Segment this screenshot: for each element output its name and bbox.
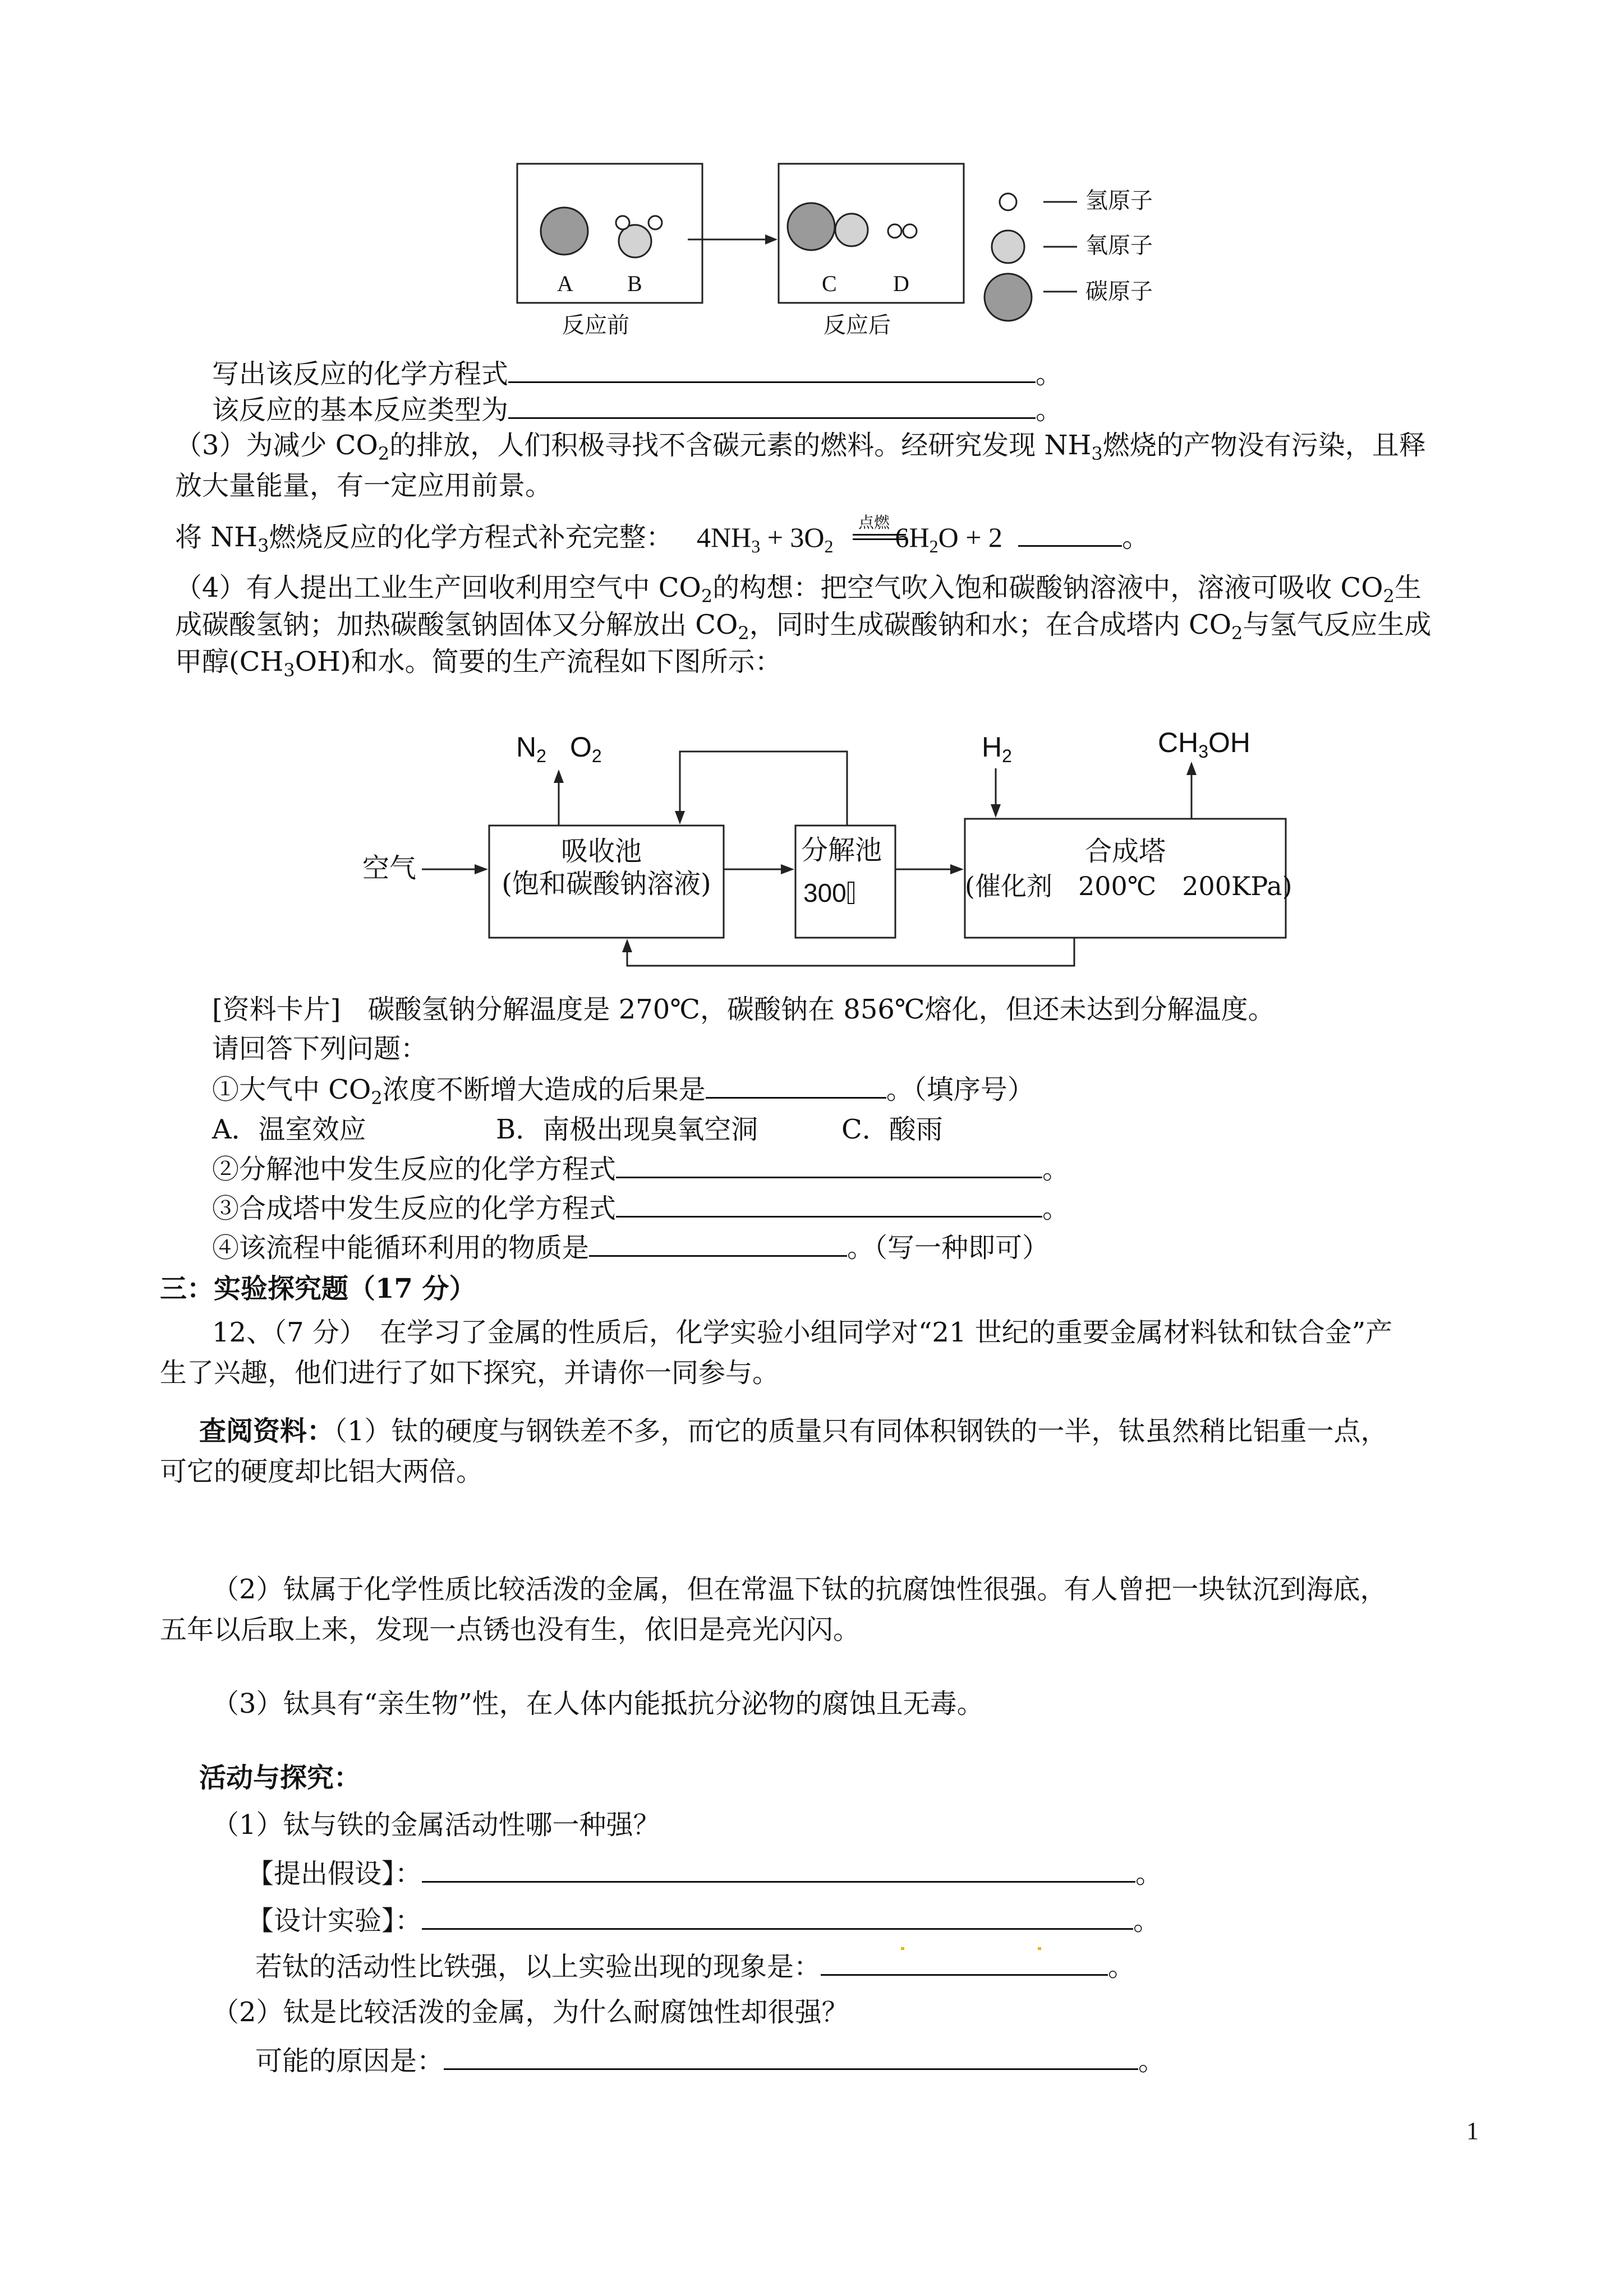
subscript: 3 (1198, 741, 1209, 762)
equals-line-bottom (853, 538, 906, 540)
absorber-subtitle: (饱和碳酸钠溶液) (502, 868, 711, 900)
q3-text: 的排放，人们积极寻找不含碳元素的燃料。经研究发现 NH (389, 430, 1092, 461)
reason-line (255, 2044, 1165, 2078)
molecule-d-hydrogen-1 (888, 224, 901, 238)
decomposer-temp (803, 876, 854, 910)
reason-end: 。 (1138, 2045, 1166, 2077)
design-label: 【设计实验】： (247, 1905, 422, 1937)
nh3-product-blank[interactable] (1018, 520, 1122, 547)
hypothesis-line (247, 1856, 1162, 1891)
q4-text: 甲醇(CH (175, 646, 284, 677)
label-b: B (627, 271, 642, 296)
h2-label (982, 730, 1012, 764)
reference-label: 查阅资料： (199, 1416, 334, 1447)
q4-text: ，同时生成碳酸钠和水；在合成塔内 CO (749, 609, 1232, 640)
reaction-arrow-head (765, 234, 778, 245)
n2-text: N (516, 731, 537, 763)
absorber-title: 吸收池 (561, 836, 642, 867)
air-label: 空气 (362, 852, 417, 884)
design-blank[interactable] (422, 1903, 1133, 1930)
decomposer-tower-arrow-head (950, 864, 964, 874)
q3-text: 燃烧的产物没有污染，且释 (1102, 430, 1426, 461)
decomposer-temp-value: 300 (803, 878, 846, 907)
ch3oh-text: CH (1158, 727, 1199, 758)
q4-line-2 (175, 608, 1431, 642)
activity-question-1: （1）钛与铁的金属活动性哪一种强？ (212, 1809, 660, 1841)
subscript: 2 (1383, 585, 1395, 607)
q3-text: （3）为减少 CO (175, 430, 378, 461)
activity-question-2: （2）钛是比较活泼的金属，为什么耐腐蚀性却很强？ (212, 1997, 849, 2028)
label-a: A (557, 271, 573, 296)
activity-heading: 活动与探究： (199, 1762, 361, 1794)
phenomenon-blank[interactable] (821, 1949, 1108, 1976)
reference-1-line-2: 可它的硬度却比铝大两倍。 (160, 1456, 484, 1487)
data-card: [资料卡片] 碳酸氢钠分解温度是 270℃，碳酸钠在 856℃熔化，但还未达到分解温度。 (212, 994, 1275, 1025)
q3-text: 将 NH (175, 522, 258, 553)
equals-line-top (853, 534, 906, 536)
co2-recycle-top-line (680, 751, 847, 826)
legend-hydrogen-label: 氢原子 (1085, 188, 1153, 214)
q4-text: ④该流程中能循环利用的物质是 (212, 1232, 590, 1264)
subscript: 2 (1231, 623, 1243, 644)
ch3oh-output-arrow-head (1186, 762, 1197, 775)
subscript: 2 (536, 746, 546, 766)
option-c: C．酸雨 (841, 1114, 943, 1145)
ch3oh-label (1158, 726, 1251, 762)
phenomenon-label: 若钛的活动性比铁强，以上实验出现的现象是： (255, 1951, 821, 1983)
phenomenon-line (255, 1949, 1135, 1984)
q3-end: 。 (1121, 522, 1150, 553)
molecule-d-hydrogen-2 (903, 224, 917, 238)
absorber-decomposer-arrow-head (781, 864, 794, 874)
q12-line-1: 12、（7 分） 在学习了金属的性质后，化学实验小组同学对“21 世纪的重要金属材料钛和钛合金”产 (212, 1317, 1393, 1348)
q3-answer-blank[interactable] (616, 1191, 1042, 1218)
tower-subtitle: (催化剂 200℃ 200KPa) (965, 871, 1292, 901)
questions-intro: 请回答下列问题： (212, 1033, 428, 1064)
h2-text: H (982, 731, 1002, 763)
legend-carbon-label: 碳原子 (1085, 279, 1153, 305)
option-a: A．温室效应 (212, 1114, 366, 1145)
subscript: 2 (701, 585, 713, 607)
hypothesis-end: 。 (1135, 1858, 1163, 1889)
reason-label: 可能的原因是： (255, 2045, 444, 2077)
reference-text: （1）钛的硬度与钢铁差不多，而它的质量只有同体积钢铁的一半，钛虽然稍比铝重一点， (334, 1416, 1388, 1447)
o2-label (570, 730, 602, 764)
q3-text: ③合成塔中发生反应的化学方程式 (212, 1193, 617, 1224)
before-caption: 反应前 (562, 312, 629, 338)
design-line (247, 1903, 1160, 1938)
co2-recycle-top-arrow-head (675, 811, 685, 824)
label-d: D (893, 271, 909, 296)
q3-line-1 (175, 428, 1426, 462)
q2-equation-line (212, 357, 1062, 391)
molecule-c-oxygen (835, 214, 868, 246)
question-3 (212, 1191, 1069, 1225)
reference-2-line-2: 五年以后取上来，发现一点锈也没有生，依旧是亮光闪闪。 (160, 1614, 861, 1645)
subscript: 2 (591, 746, 602, 766)
reference-3: （3）钛具有“亲生物”性，在人体内能抵抗分泌物的腐蚀且无毒。 (212, 1688, 984, 1719)
question-2 (212, 1152, 1069, 1186)
question-4 (212, 1230, 1049, 1265)
q2-type-blank[interactable] (508, 393, 1036, 419)
after-caption: 反应后 (823, 312, 891, 338)
label-c: C (822, 271, 837, 296)
q4-text: 的构想：把空气吹入饱和碳酸钠溶液中，溶液可吸收 CO (712, 572, 1383, 603)
molecule-c-carbon (788, 203, 835, 250)
q1-text: ①大气中 CO (212, 1074, 371, 1105)
q2-equation-blank[interactable] (508, 357, 1036, 383)
q4-text: 。（写一种即可） (847, 1232, 1050, 1264)
tower-title: 合成塔 (1085, 836, 1166, 867)
page-number: 1 (1466, 2117, 1479, 2145)
q12-line-2: 生了兴趣，他们进行了如下探究，并请你一同参与。 (160, 1357, 780, 1389)
hypothesis-blank[interactable] (422, 1856, 1135, 1883)
legend-carbon-swatch (984, 274, 1032, 321)
o2-text: O (570, 731, 592, 763)
q4-text: 与氢气反应生成 (1243, 609, 1432, 640)
q4-line-1 (175, 571, 1421, 605)
q3-line-2: 放大量能量，有一定应用前景。 (175, 470, 553, 501)
molecule-diagram (0, 0, 1624, 359)
hypothesis-label: 【提出假设】： (247, 1858, 422, 1889)
subscript: 2 (371, 1087, 383, 1109)
subscript: 2 (378, 443, 390, 464)
carbonate-recycle-bottom-line (627, 938, 1074, 966)
carbonate-recycle-bottom-arrow-head (622, 939, 632, 952)
section-3-heading: 三：实验探究题（17 分） (160, 1273, 476, 1304)
equation-part: O + 2 (938, 522, 1002, 553)
design-end: 。 (1133, 1905, 1161, 1937)
subscript: 3 (751, 536, 761, 556)
question-1 (212, 1072, 1034, 1109)
ch3oh-text: OH (1208, 727, 1251, 758)
reaction-condition: 点燃 (858, 513, 890, 532)
nh3-equation (697, 520, 1150, 554)
q2-equation-prompt: 写出该反应的化学方程式 (212, 358, 509, 390)
q3-end: 。 (1042, 1193, 1070, 1224)
q4-text: 成碳酸氢钠；加热碳酸氢钠固体又分解放出 CO (175, 609, 738, 640)
q2-type-end: 。 (1036, 394, 1063, 426)
equation-part: + 3O (760, 522, 825, 553)
equation-part: 4NH (697, 522, 752, 553)
subscript: 2 (929, 536, 938, 556)
q2-type-line (212, 393, 1062, 427)
subscript: 3 (283, 660, 295, 681)
q4-line-3 (175, 645, 782, 679)
q4-answer-blank[interactable] (589, 1230, 847, 1257)
q2-type-prompt: 该反应的基本反应类型为 (212, 394, 509, 426)
q2-answer-blank[interactable] (616, 1152, 1042, 1178)
molecule-b-hydrogen-1 (616, 216, 629, 229)
q3-line-3 (175, 520, 673, 554)
n2-label (516, 730, 546, 764)
q2-text: ②分解池中发生反应的化学方程式 (212, 1154, 617, 1185)
q1-text: 浓度不断增大造成的后果是 (382, 1074, 706, 1105)
decomposer-title: 分解池 (801, 835, 882, 866)
reference-2-line-1: （2）钛属于化学性质比较活泼的金属，但在常温下钛的抗腐蚀性很强。有人曾把一块钛沉到海底， (212, 1574, 1387, 1605)
air-arrow-head (475, 864, 488, 874)
h2-input-arrow-head (991, 804, 1001, 818)
q2-end: 。 (1042, 1154, 1070, 1185)
subscript: 3 (1091, 443, 1103, 464)
subscript: 2 (738, 623, 749, 644)
decomposer-temp-unit-box (848, 882, 854, 904)
phenomenon-end: 。 (1108, 1951, 1135, 1983)
subscript: 3 (257, 535, 269, 556)
option-b: B．南极出现臭氧空洞 (496, 1114, 758, 1145)
subscript: 2 (1002, 746, 1012, 766)
q4-text: （4）有人提出工业生产回收利用空气中 CO (175, 572, 701, 603)
legend-hydrogen-swatch (1000, 193, 1016, 210)
equation-part: 6H (895, 522, 930, 553)
q2-equation-end: 。 (1036, 358, 1063, 390)
molecule-a-carbon (541, 208, 588, 255)
reason-blank[interactable] (444, 2044, 1138, 2070)
n2-o2-exhaust-arrow-head (554, 769, 564, 783)
subscript: 2 (824, 536, 834, 556)
q1-text: 。（填序号） (886, 1074, 1034, 1105)
q4-text: OH)和水。简要的生产流程如下图所示： (295, 646, 782, 677)
molecule-b-hydrogen-2 (648, 216, 662, 229)
legend-oxygen-swatch (992, 230, 1024, 263)
q4-text: 生 (1394, 572, 1421, 603)
q1-answer-blank[interactable] (706, 1072, 886, 1099)
legend-oxygen-label: 氧原子 (1085, 233, 1153, 259)
reference-1-line-1 (199, 1414, 1388, 1448)
q3-text: 燃烧反应的化学方程式补充完整： (269, 522, 673, 553)
